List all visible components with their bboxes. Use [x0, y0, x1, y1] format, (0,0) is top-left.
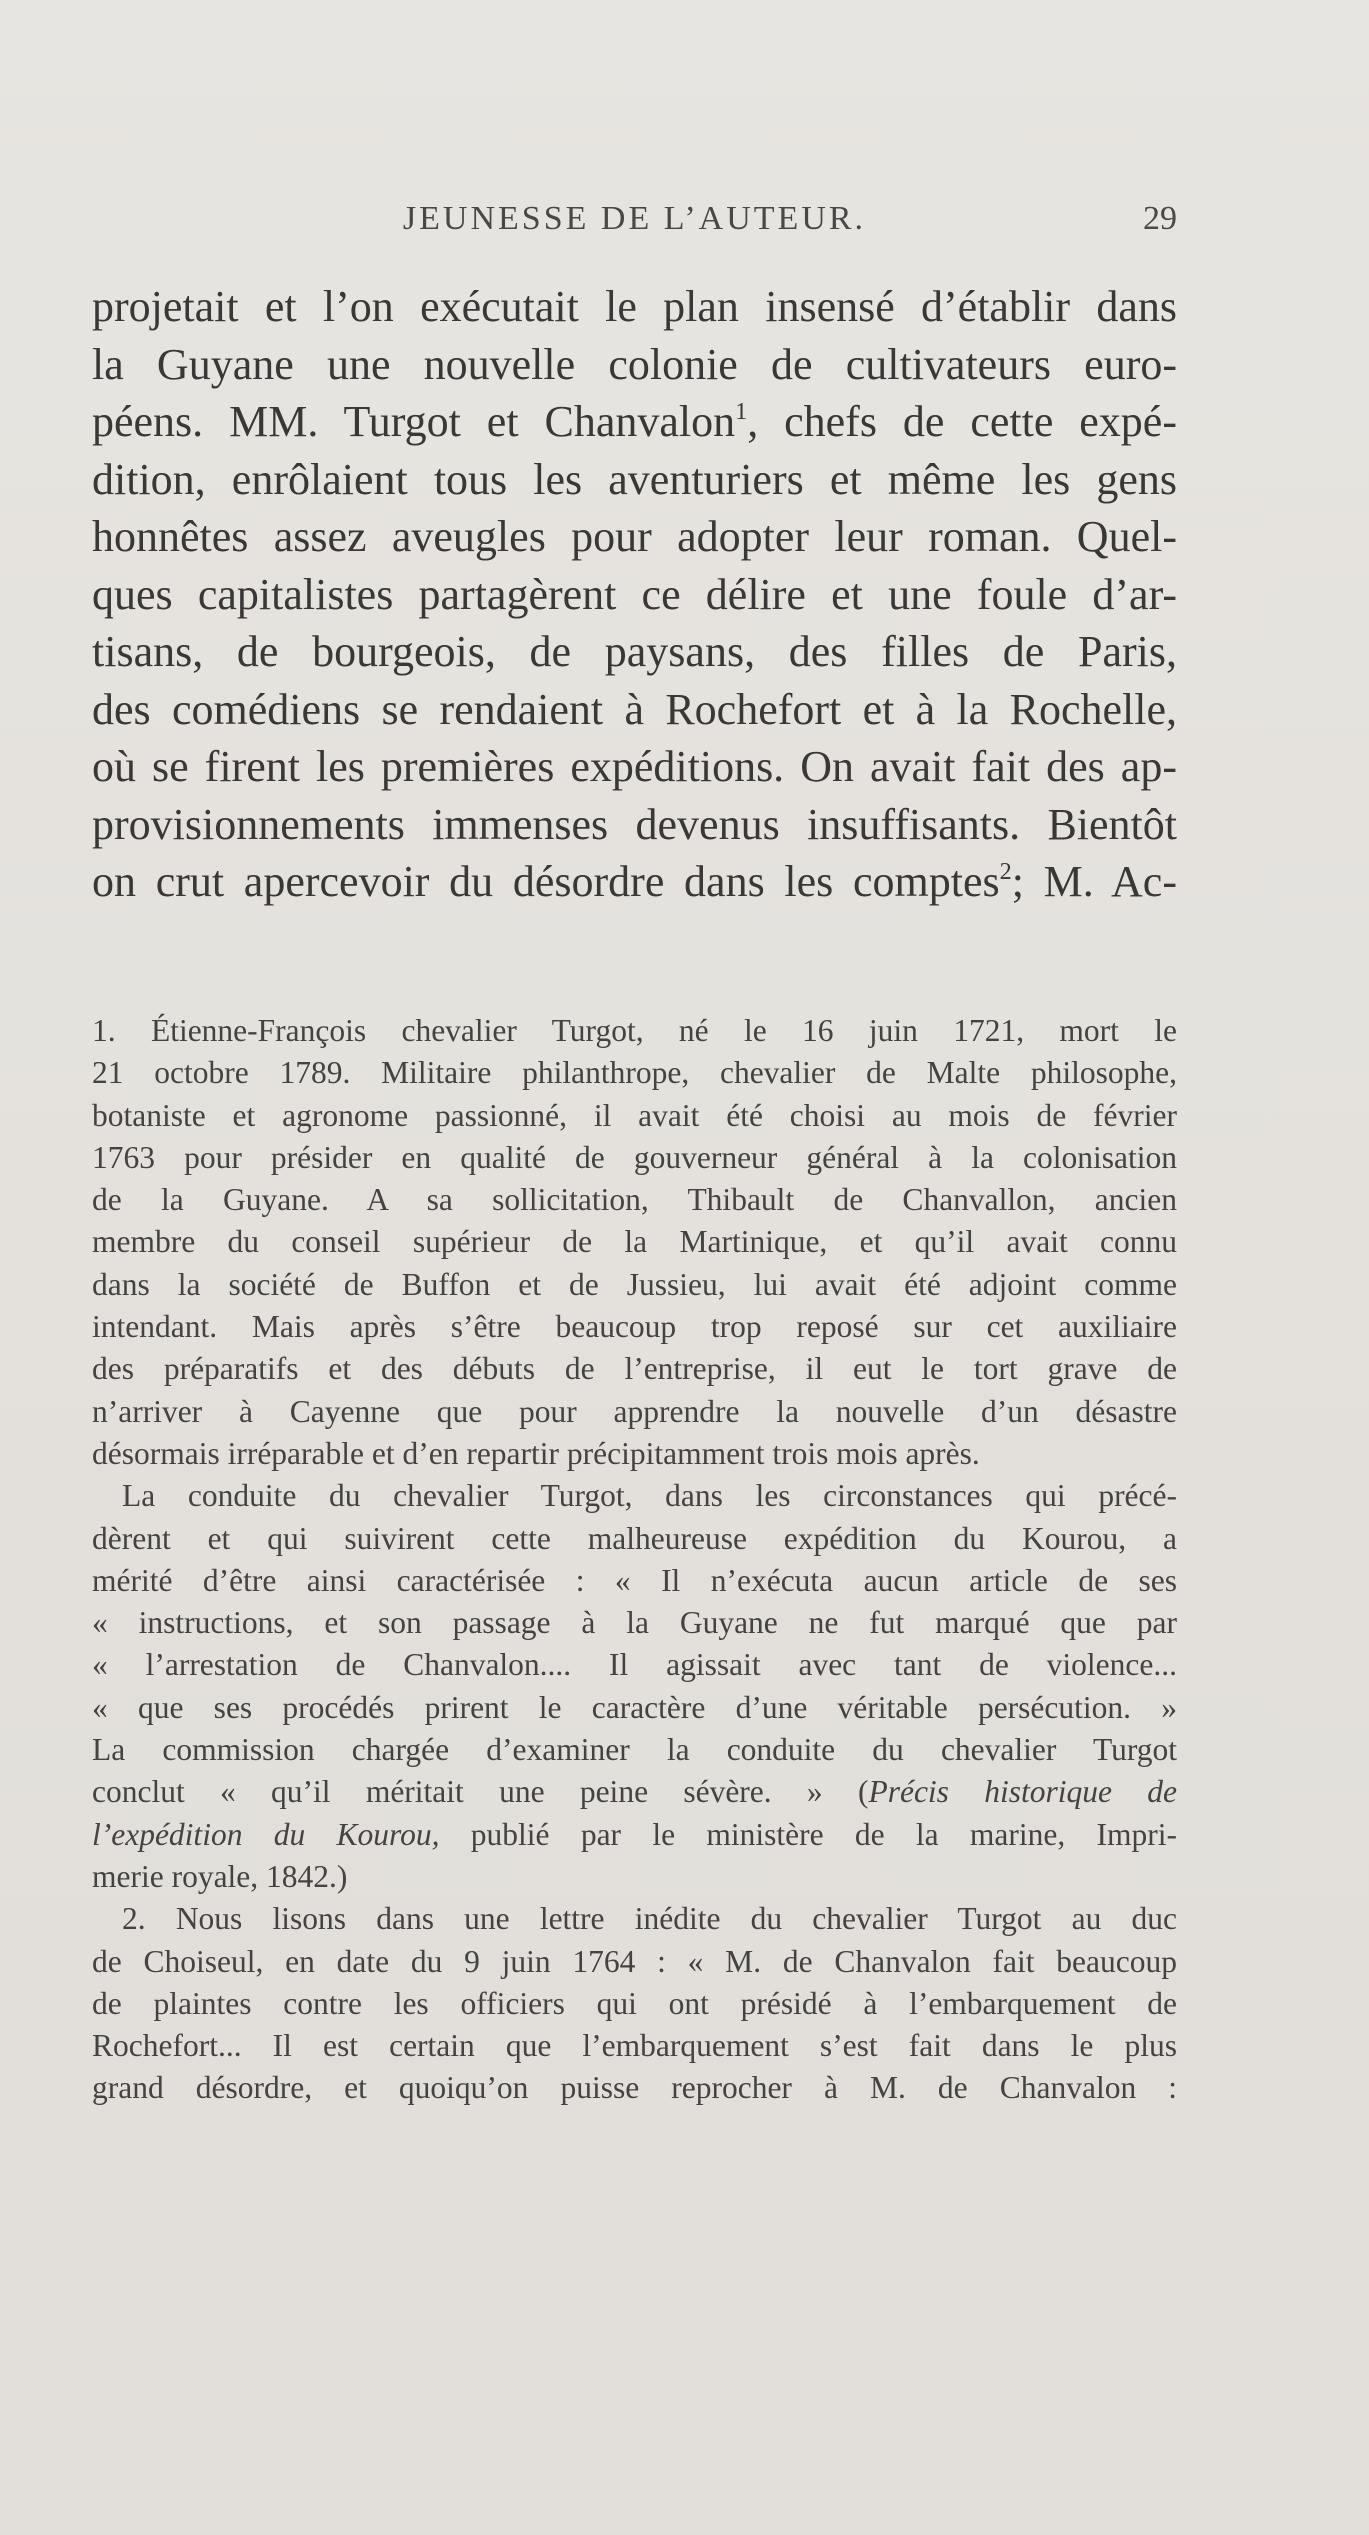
- footnote-line: grand désordre, et quoiqu’on puisse reprocher à M. de Chanvalon :: [92, 2070, 1177, 2106]
- footnote-line: botaniste et agronome passionné, il avait été choisi au mois de février: [92, 1097, 1177, 1133]
- italic-title: l’expédition du Kourou,: [92, 1816, 440, 1852]
- text-line: tisans, de bourgeois, de paysans, des filles de Paris,: [92, 627, 1177, 676]
- running-title: JEUNESSE DE L’AUTEUR.: [402, 200, 867, 237]
- footnote-line: « que ses procédés prirent le caractère d’une véritable persécution. »: [92, 1689, 1177, 1725]
- footnote-line: La commission chargée d’examiner la conduite du chevalier Turgot: [92, 1732, 1177, 1768]
- footnote-line: Rochefort... Il est certain que l’embarquement s’est fait dans le plus: [92, 2028, 1177, 2064]
- text-line: où se firent les premières expéditions. On avait fait des ap-: [92, 742, 1177, 791]
- footnote-line: [92, 1814, 1177, 1856]
- footnote-line: dans la société de Buffon et de Jussieu, lui avait été adjoint comme: [92, 1266, 1177, 1302]
- text-segment: conclut « qu’il méritait une peine sévère. » (: [92, 1774, 869, 1810]
- footnote-line: de plaintes contre les officiers qui ont présidé à l’embarquement de: [92, 1985, 1177, 2021]
- running-head: [92, 200, 1177, 250]
- footnote-line: des préparatifs et des débuts de l’entreprise, il eut le tort grave de: [92, 1351, 1177, 1387]
- text-line: projetait et l’on exécutait le plan insensé d’établir dans: [92, 282, 1177, 331]
- text-line: dition, enrôlaient tous les aventuriers et même les gens: [92, 454, 1177, 504]
- footnote-line: « instructions, et son passage à la Guyane ne fut marqué que par: [92, 1605, 1177, 1641]
- footnote-line: dèrent et qui suivirent cette malheureuse expédition du Kourou, a: [92, 1520, 1177, 1556]
- footnote-line: 1763 pour présider en qualité de gouverneur général à la colonisation: [92, 1139, 1177, 1175]
- footnote-ref: 2: [999, 858, 1012, 886]
- footnote-ref: 1: [735, 398, 748, 426]
- footnotes: [92, 1010, 1177, 2110]
- page-number: 29: [1143, 200, 1177, 237]
- text-segment: on crut apercevoir du désordre dans les comptes: [92, 857, 1000, 906]
- text-line: [92, 853, 1177, 911]
- text-line: ques capitalistes partagèrent ce délire et une foule d’ar-: [92, 569, 1177, 619]
- footnote-line: 21 octobre 1789. Militaire philanthrope, chevalier de Malte philosophe,: [92, 1055, 1177, 1091]
- footnote-line: membre du conseil supérieur de la Martinique, et qu’il avait connu: [92, 1224, 1177, 1260]
- footnote-line: 2. Nous lisons dans une lettre inédite du chevalier Turgot au duc: [122, 1901, 1177, 1937]
- footnote-line: intendant. Mais après s’être beaucoup trop reposé sur cet auxiliaire: [92, 1309, 1177, 1345]
- italic-title: Précis historique de: [868, 1774, 1177, 1810]
- text-line: la Guyane une nouvelle colonie de cultivateurs euro-: [92, 339, 1177, 389]
- footnote-line: de la Guyane. A sa sollicitation, Thibault de Chanvallon, ancien: [92, 1182, 1177, 1218]
- text-segment: ; M. Ac-: [1011, 857, 1177, 906]
- text-line: des comédiens se rendaient à Rochefort et à la Rochelle,: [92, 684, 1177, 734]
- text-segment: péens. MM. Turgot et Chanvalon: [92, 397, 736, 446]
- text-line: provisionnements immenses devenus insuffisants. Bientôt: [92, 799, 1177, 849]
- footnote-line: [92, 1771, 1177, 1813]
- footnote-line: mérité d’être ainsi caractérisée : « Il n’exécuta aucun article de ses: [92, 1562, 1177, 1598]
- main-text: [92, 278, 1177, 911]
- footnote-line: « l’arrestation de Chanvalon.... Il agissait avec tant de violence...: [92, 1647, 1177, 1683]
- text-segment: publié par le ministère de la marine, Impri-: [439, 1816, 1177, 1852]
- footnote-line: La conduite du chevalier Turgot, dans les circonstances qui précé-: [122, 1478, 1177, 1514]
- footnote-line: 1. Étienne-François chevalier Turgot, né le 16 juin 1721, mort le: [92, 1013, 1177, 1048]
- text-segment: , chefs de cette expé-: [747, 397, 1177, 446]
- text-line: honnêtes assez aveugles pour adopter leur roman. Quel-: [92, 512, 1177, 561]
- footnote-line: de Choiseul, en date du 9 juin 1764 : « M. de Chanvalon fait beaucoup: [92, 1943, 1177, 1979]
- footnote-line: n’arriver à Cayenne que pour apprendre la nouvelle d’un désastre: [92, 1393, 1177, 1429]
- text-line: [92, 393, 1177, 451]
- footnote-line: merie royale, 1842.): [92, 1858, 348, 1894]
- footnote-line: désormais irréparable et d’en repartir précipitamment trois mois après.: [92, 1435, 980, 1471]
